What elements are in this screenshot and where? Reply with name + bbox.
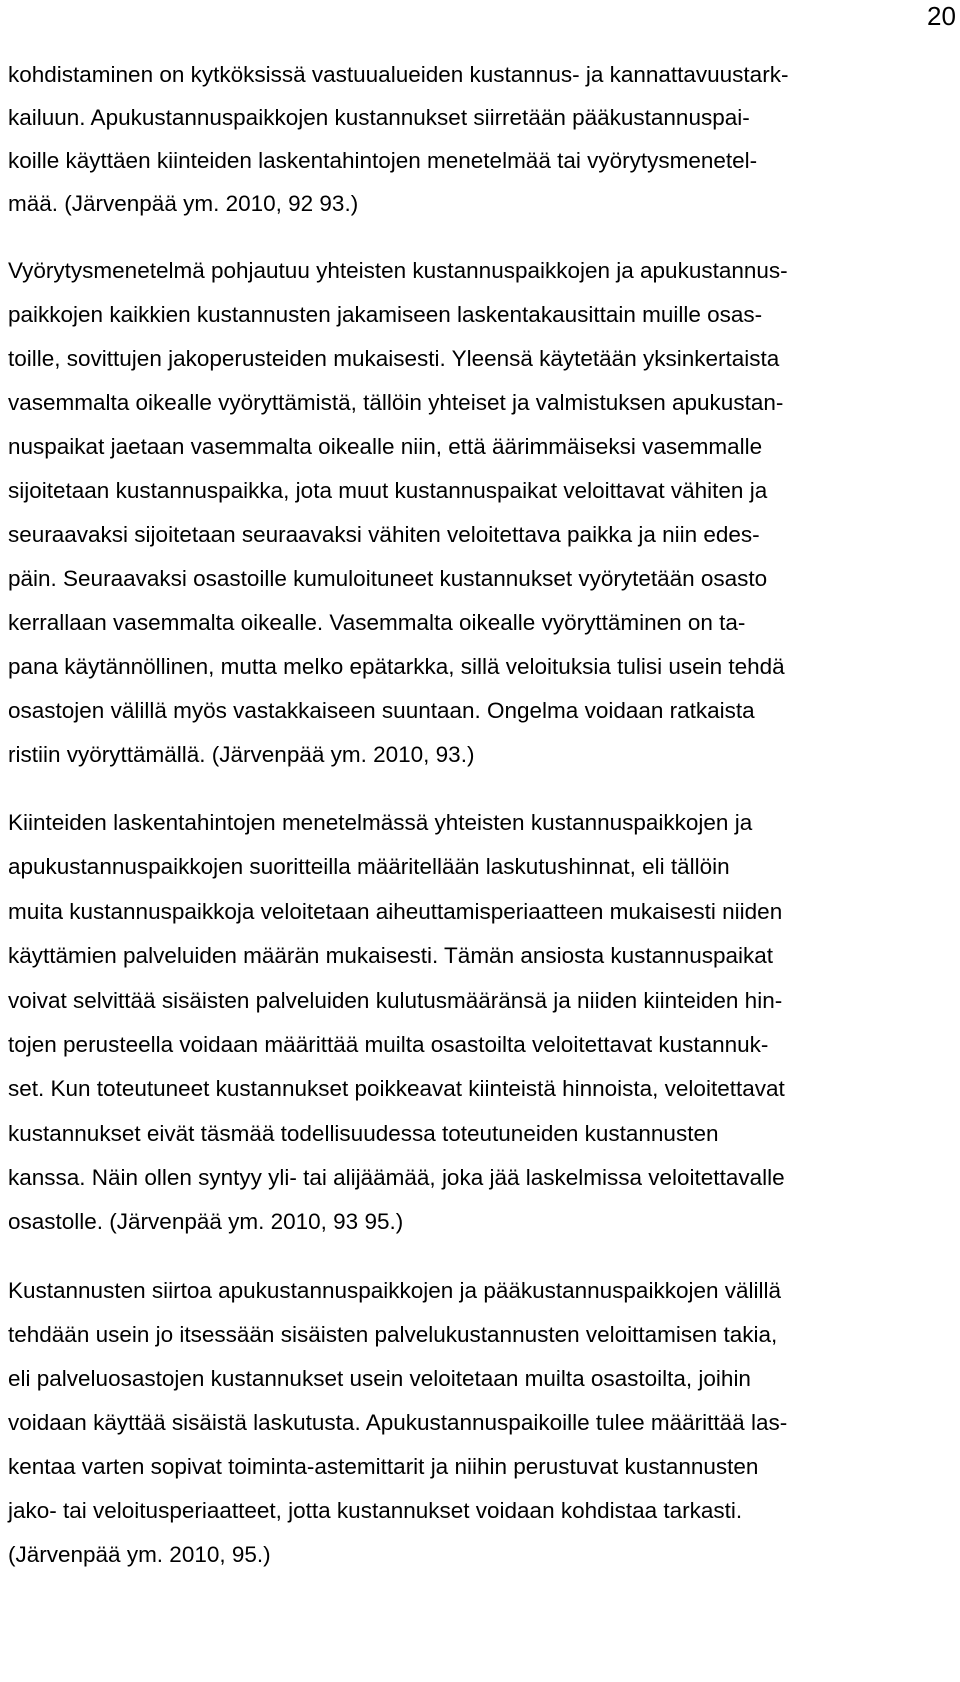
text-line: muita kustannuspaikkoja veloitetaan aiheuttamisperiaatteen mukaisesti niiden: [8, 899, 783, 924]
text-line: voivat selvittää sisäisten palveluiden kulutusmääränsä ja niiden kiinteiden hin-: [8, 988, 783, 1013]
text-line: osastolle. (Järvenpää ym. 2010, 93 95.): [8, 1209, 404, 1234]
text-line: koille käyttäen kiinteiden laskentahintojen menetelmää tai vyörytysmenetel-: [8, 148, 758, 173]
text-line: kanssa. Näin ollen syntyy yli- tai alijäämää, joka jää laskelmissa veloitettavalle: [8, 1165, 785, 1190]
text-line: apukustannuspaikkojen suoritteilla määritellään laskutushinnat, eli tällöin: [8, 854, 730, 879]
text-line: Kiinteiden laskentahintojen menetelmässä yhteisten kustannuspaikkojen ja: [8, 810, 753, 835]
text-line: voidaan käyttää sisäistä laskutusta. Apukustannuspaikoille tulee määrittää las-: [8, 1410, 788, 1435]
text-line: pana käytännöllinen, mutta melko epätarkka, sillä veloituksia tulisi usein tehdä: [8, 654, 785, 679]
text-line: päin. Seuraavaksi osastoille kumuloituneet kustannukset vyörytetään osasto: [8, 566, 768, 591]
text-line: toille, sovittujen jakoperusteiden mukaisesti. Yleensä käytetään yksinkertaista: [8, 346, 780, 371]
text-line: tehdään usein jo itsessään sisäisten palvelukustannusten veloittamisen takia,: [8, 1322, 778, 1347]
text-line: kailuun. Apukustannuspaikkojen kustannukset siirretään pääkustannuspai-: [8, 105, 750, 130]
text-line: osastojen välillä myös vastakkaiseen suuntaan. Ongelma voidaan ratkaista: [8, 698, 755, 723]
text-line: ristiin vyöryttämällä. (Järvenpää ym. 2010, 93.): [8, 742, 475, 767]
page-number: 20: [927, 1, 956, 31]
text-line: mää. (Järvenpää ym. 2010, 92 93.): [8, 191, 359, 216]
text-line: set. Kun toteutuneet kustannukset poikkeavat kiinteistä hinnoista, veloitettavat: [8, 1076, 785, 1101]
text-line: nuspaikat jaetaan vasemmalta oikealle niin, että äärimmäiseksi vasemmalle: [8, 434, 763, 459]
text-line: kentaa varten sopivat toiminta-astemittarit ja niihin perustuvat kustannusten: [8, 1454, 759, 1479]
text-line: vasemmalta oikealle vyöryttämistä, tällöin yhteiset ja valmistuksen apukustan-: [8, 390, 784, 415]
text-line: paikkojen kaikkien kustannusten jakamiseen laskentakausittain muille osas-: [8, 302, 763, 327]
text-line: eli palveluosastojen kustannukset usein veloitetaan muilta osastoilta, joihin: [8, 1366, 751, 1391]
text-line: kerrallaan vasemmalta oikealle. Vasemmalta oikealle vyöryttäminen on ta-: [8, 610, 746, 635]
text-line: jako- tai veloitusperiaatteet, jotta kustannukset voidaan kohdistaa tarkasti.: [8, 1498, 743, 1523]
text-line: Kustannusten siirtoa apukustannuspaikkojen ja pääkustannuspaikkojen välillä: [8, 1278, 782, 1303]
text-line: (Järvenpää ym. 2010, 95.): [8, 1542, 271, 1567]
text-line: sijoitetaan kustannuspaikka, jota muut kustannuspaikat veloittavat vähiten ja: [8, 478, 768, 503]
text-line: seuraavaksi sijoitetaan seuraavaksi vähiten veloitettava paikka ja niin edes-: [8, 522, 760, 547]
text-line: tojen perusteella voidaan määrittää muilta osastoilta veloitettavat kustannuk-: [8, 1032, 769, 1057]
text-line: kustannukset eivät täsmää todellisuudessa toteutuneiden kustannusten: [8, 1121, 719, 1146]
text-line: kohdistaminen on kytköksissä vastuualueiden kustannus- ja kannattavuustark-: [8, 62, 789, 87]
text-line: käyttämien palveluiden määrän mukaisesti. Tämän ansiosta kustannuspaikat: [8, 943, 773, 968]
text-line: Vyörytysmenetelmä pohjautuu yhteisten kustannuspaikkojen ja apukustannus-: [8, 258, 788, 283]
